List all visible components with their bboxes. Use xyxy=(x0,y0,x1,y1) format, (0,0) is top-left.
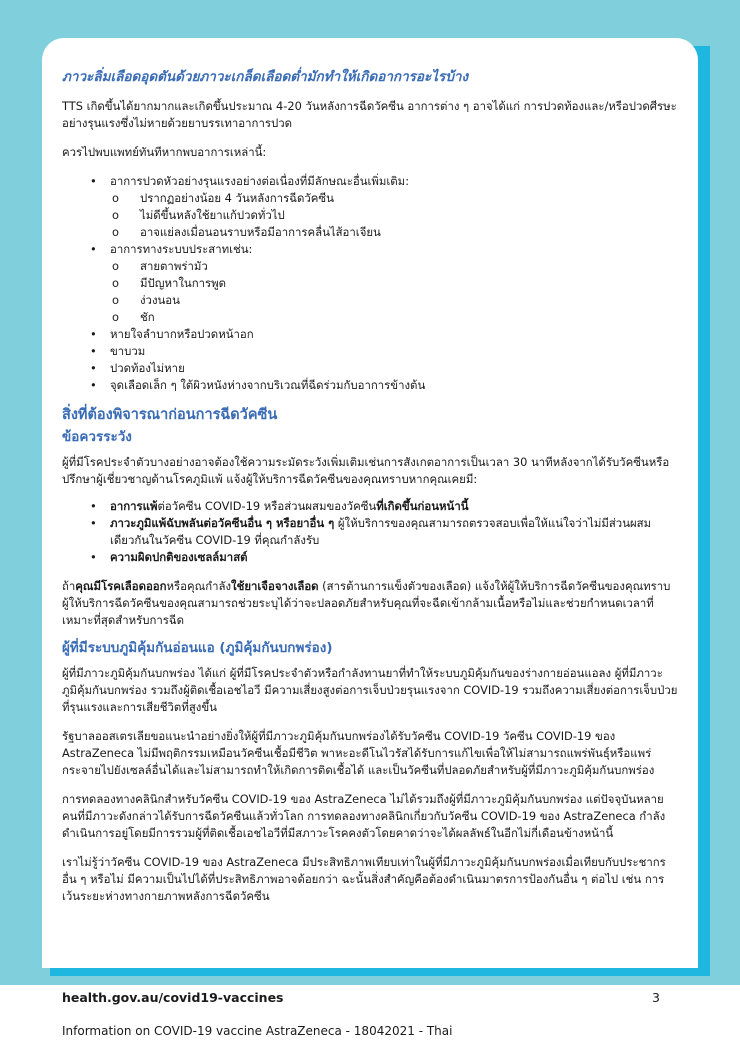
paragraph: ผู้ที่มีโรคประจำตัวบางอย่างอาจต้องใช้ความระมัดระวังเพิ่มเติมเช่นการสังเกตอาการเป็นเวลา 30 นาทีหลังจากได้รับวัคซีนหรือปรึกษาผู้เชี่ยวชาญด้านโรคภูมิแพ้ แจ้งผู้ให้บริการฉีดวัคซีนของคุณทราบหากคุณเคยมี: xyxy=(62,455,670,486)
paragraph: การทดลองทางคลินิกสำหรับวัคซีน COVID-19 ของ AstraZeneca ไม่ได้รวมถึงผู้ที่มีภาวะภูมิคุ้มกันบกพร่อง แต่ปัจจุบันหลายคนที่มีภาวะดังกล่าวได้รับการฉีดวัคซีนแล้วทั่วโลก การทดลองทางคลินิกเกี่ยวกับวัคซีน COVID-19 ของ AstraZeneca กำลังดำเนินการอยู่โดยมีการรวมผู้ที่ติดเชื้อเอชไอวีที่มีสภาวะโรคคงตัวโดยคาดว่าจะได้ผลลัพธ์ในอีกไม่กี่เดือนข้างหน้านี้ xyxy=(62,792,666,840)
list-item: o ง่วงนอน xyxy=(110,292,678,309)
paragraph: เราไม่รู้ว่าวัคซีน COVID-19 ของ AstraZeneca มีประสิทธิภาพเทียบเท่าในผู้ที่มีภาวะภูมิคุ้มกันบกพร่องเมื่อเทียบกับประชากรอื่น ๆ หรือไม่ มีความเป็นไปได้ที่ประสิทธิภาพอาจด้อยกว่า ฉะนั้นสิ่งสำคัญคือต้องดำเนินมาตรการป้องกันอื่น ๆ ต่อไป เช่น การเว้นระยะห่างทางกายภาพหลังการฉีดวัคซีน xyxy=(62,855,666,903)
subsection-title-precautions: ข้อควรระวัง xyxy=(62,429,132,445)
sub-list xyxy=(110,190,678,241)
precaution-list xyxy=(62,498,678,566)
document-info: Information on COVID-19 vaccine AstraZeneca - 18042021 - Thai xyxy=(62,1024,453,1038)
section-title-immunocompromised: ผู้ที่มีระบบภูมิคุ้มกันอ่อนแอ (ภูมิคุ้มกันบกพร่อง) xyxy=(62,640,333,656)
list-item: • หายใจลำบากหรือปวดหน้าอก xyxy=(62,326,678,343)
symptom-list xyxy=(62,173,678,394)
list-item: • ภาวะภูมิแพ้ฉับพลันต่อวัคซีนอื่น ๆ หรือยาอื่น ๆ ผู้ให้บริการของคุณสามารถตรวจสอบเพื่อให้แน่ใจว่าไม่มีส่วนผสมเดียวกันในวัคซีน COVID-19 ที่คุณกำลังรับ xyxy=(62,515,678,549)
paragraph: ถ้าคุณมีโรคเลือดออกหรือคุณกำลังใช้ยาเจือจางเลือด (สารต้านการแข็งตัวของเลือด) แจ้งให้ผู้ให้บริการฉีดวัคซีนของคุณทราบ ผู้ให้บริการฉีดวัคซีนของคุณสามารถช่วยระบุได้ว่าจะปลอดภัยสำหรับคุณที่จะฉีดเข้ากล้ามเนื้อหรือไม่และช่วยกำหนดเวลาที่เหมาะที่สุดสำหรับการฉีด xyxy=(62,579,671,627)
content-card xyxy=(42,38,698,968)
paragraph: ผู้ที่มีภาวะภูมิคุ้มกันบกพร่อง ได้แก่ ผู้ที่มีโรคประจำตัวหรือกำลังทานยาที่ทำให้ระบบภูมิคุ้มกันของร่างกายอ่อนแอลง ผู้ที่มีภาวะภูมิคุ้มกันบกพร่อง รวมถึงผู้ติดเชื้อเอชไอวี มีความเสี่ยงสูงต่อการเจ็บป่วยรุนแรงจาก COVID-19 รวมถึงความเสี่ยงต่อการเจ็บป่วยที่รุนแรงและการเสียชีวิตที่สูงขึ้น xyxy=(62,666,678,714)
list-item: o มีปัญหาในการพูด xyxy=(110,275,678,292)
page-number: 3 xyxy=(652,990,660,1005)
section-title-considerations: สิ่งที่ต้องพิจารณาก่อนการฉีดวัคซีน xyxy=(62,407,278,423)
list-item: o อาจแย่ลงเมื่อนอนราบหรือมีอาการคลื่นไส้อาเจียน xyxy=(110,224,678,241)
sub-list xyxy=(110,258,678,326)
list-item: o สายตาพร่ามัว xyxy=(110,258,678,275)
list-item: • จุดเลือดเล็ก ๆ ใต้ผิวหนังห่างจากบริเวณที่ฉีดร่วมกับอาการข้างต้น xyxy=(62,377,678,394)
list-item: • อาการแพ้ต่อวัคซีน COVID-19 หรือส่วนผสมของวัคซีนที่เกิดขึ้นก่อนหน้านี้ xyxy=(62,498,678,515)
list-item: • ขาบวม xyxy=(62,343,678,360)
list-item: o ไม่ดีขึ้นหลังใช้ยาแก้ปวดทั่วไป xyxy=(110,207,678,224)
section-title-tts-symptoms: ภาวะลิ่มเลือดอุดตันด้วยภาวะเกล็ดเลือดต่ำมักทำให้เกิดอาการอะไรบ้าง xyxy=(62,69,469,85)
paragraph: TTS เกิดขึ้นได้ยากมากและเกิดขึ้นประมาณ 4-20 วันหลังการฉีดวัคซีน อาการต่าง ๆ อาจได้แก่ การปวดท้องและ/หรือปวดศีรษะอย่างรุนแรงซึ่งไม่หายด้วยยาบรรเทาอาการปวด xyxy=(62,99,677,130)
list-item: • อาการปวดหัวอย่างรุนแรงอย่างต่อเนื่องที่มีลักษณะอื่นเพิ่มเติม: o ปรากฏอย่างน้อย 4 วันหลังการฉีดวัคซีน o ไม่ดีขึ้นหลังใช้ยาแก้ปวดทั่วไป o อาจแย่ลงเมื่อนอนราบหรือมีอาการคลื่นไส้อาเจียน xyxy=(62,173,678,241)
list-item: • ปวดท้องไม่หาย xyxy=(62,360,678,377)
list-item: • อาการทางระบบประสาทเช่น: o สายตาพร่ามัว o มีปัญหาในการพูด o ง่วงนอน o ชัก xyxy=(62,241,678,326)
paragraph: รัฐบาลออสเตรเลียขอแนะนำอย่างยิ่งให้ผู้ที่มีภาวะภูมิคุ้มกันบกพร่องได้รับวัคซีน COVID-19 วัคซีน COVID-19 ของ AstraZeneca ไม่มีพฤติกรรมเหมือนวัคซีนเชื้อมีชีวิต พาหะอะดีโนไวรัสได้รับการแก้ไขเพื่อให้ไม่สามารถแพร่พันธุ์หรือแพร่กระจายไปยังเซลล์อื่นได้และไม่สามารถทำให้เกิดการติดเชื้อได้ และเป็นวัคซีนที่ปลอดภัยสำหรับผู้ที่มีภาวะภูมิคุ้มกันบกพร่อง xyxy=(62,729,655,777)
paragraph: ควรไปพบแพทย์ทันทีหากพบอาการเหล่านี้: xyxy=(62,145,267,159)
list-item: o ปรากฏอย่างน้อย 4 วันหลังการฉีดวัคซีน xyxy=(110,190,678,207)
footer-url-link[interactable]: health.gov.au/covid19-vaccines xyxy=(62,990,284,1005)
list-item: o ชัก xyxy=(110,309,678,326)
list-item: • ความผิดปกติของเซลล์มาสต์ xyxy=(62,549,678,566)
